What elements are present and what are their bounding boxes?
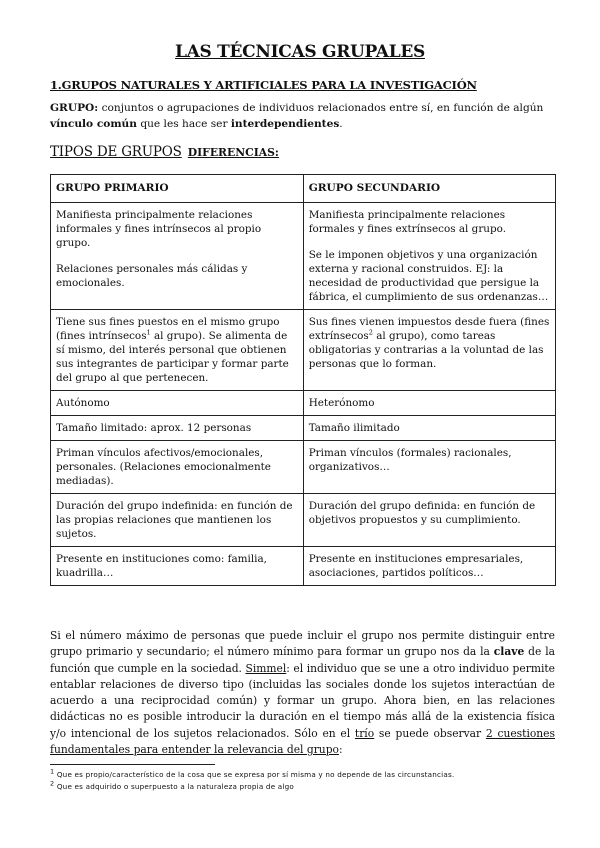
paragraph-text: Si el número máximo de personas que puede incluir el grupo nos permite distinguir entre grupo primario y secundario; el número mínimo para formar un grupo nos da la xyxy=(50,629,555,659)
cell-text: Relaciones personales más cálidas y emocionales. xyxy=(56,263,248,289)
cell-text: Tiene sus fines puestos en el mismo grupo (fines intrínsecos xyxy=(56,316,280,342)
table-cell: Tamaño limitado: aprox. 12 personas xyxy=(51,416,304,441)
definition-text: . xyxy=(339,118,343,130)
paragraph-bold: clave xyxy=(493,645,525,659)
table-cell: Duración del grupo indefinida: en función de las propias relaciones que mantienen los sujetos. xyxy=(51,494,304,547)
table-row xyxy=(51,310,556,391)
paragraph-text: : xyxy=(338,743,343,757)
table-cell: Priman vínculos (formales) racionales, organizativos… xyxy=(303,441,555,494)
definition-text: conjuntos o agrupaciones de individuos relacionados entre sí, en función de algún xyxy=(98,102,544,114)
definition-label: GRUPO: xyxy=(50,102,99,114)
table-cell: Tamaño ilimitado xyxy=(303,416,555,441)
footnote xyxy=(50,767,455,779)
table-cell xyxy=(51,310,304,391)
table-cell: Heterónomo xyxy=(303,391,555,416)
table-row xyxy=(51,203,556,310)
types-subtitle: DIFERENCIAS: xyxy=(187,146,279,159)
table-row xyxy=(51,416,556,441)
types-title: TIPOS DE GRUPOS xyxy=(50,144,182,160)
footnote-ref: 1 xyxy=(146,328,151,337)
table-row xyxy=(51,547,556,586)
table-cell xyxy=(303,203,555,310)
table-row xyxy=(51,391,556,416)
footnote-text: Que es propio/característico de la cosa que se expresa por sí misma y no depende de las circunstancias. xyxy=(54,770,455,779)
cell-text: Se le imponen objetivos y una organización externa y racional construidos. EJ: la necesidad de productividad que persigue la fábrica, el cumplimiento de sus ordenanzas… xyxy=(308,249,549,303)
footnote-mark: 2 xyxy=(50,779,55,788)
definition-bold-term: vínculo común xyxy=(50,118,137,130)
table-cell: Priman vínculos afectivos/emocionales, personales. (Relaciones emocionalmente mediadas). xyxy=(51,441,304,494)
paragraph-text: de la función que cumple en la sociedad. xyxy=(50,645,555,675)
cell-text: Manifiesta principalmente relaciones informales y fines intrínsecos al propio grupo. xyxy=(56,209,262,249)
footnote-ref: 2 xyxy=(368,328,373,337)
table-cell xyxy=(303,310,555,391)
section-heading: 1.GRUPOS NATURALES Y ARTIFICIALES PARA LA INVESTIGACIÓN xyxy=(50,78,477,92)
footnote-divider xyxy=(50,764,215,765)
table-cell: Presente en instituciones como: familia, kuadrilla… xyxy=(51,547,304,586)
cell-text: al grupo). Se alimenta de sí mismo, del interés personal que obtienen sus integrantes de participar y formar parte del grupo al que pertenecen. xyxy=(56,330,289,384)
paragraph-underlined: trío xyxy=(354,726,375,740)
types-heading xyxy=(50,144,279,160)
footnote-text: Que es adquirido o superpuesto a la naturaleza propia de algo xyxy=(54,782,294,791)
definition-bold-term: interdependientes xyxy=(230,118,340,130)
footnote xyxy=(50,779,294,791)
footnote-mark: 1 xyxy=(50,767,55,776)
group-definition xyxy=(50,100,555,132)
definition-text: que les hace ser xyxy=(136,118,231,130)
comparison-table xyxy=(50,174,556,586)
table-row xyxy=(51,441,556,494)
paragraph-text: : el individuo que se une a otro individuo permite entablar relaciones de diverso tipo (incluidas las sociales donde los sujetos interactúan de acuerdo a una reciprocidad común) y formar un grupo. Ahora bien, en las relaciones didácticas no es posible introducir la duración en el tiempo más allá de la existencia física y/o intencional de los sujetos relacionados. Sólo en el xyxy=(50,661,555,740)
cell-text: Manifiesta principalmente relaciones formales y fines extrínsecos al grupo. xyxy=(308,209,507,235)
header-primary-group: GRUPO PRIMARIO xyxy=(51,175,304,203)
header-secondary-group: GRUPO SECUNDARIO xyxy=(303,175,555,203)
table-row xyxy=(51,494,556,547)
document-title: LAS TÉCNICAS GRUPALES xyxy=(175,42,425,62)
table-cell xyxy=(51,203,304,310)
table-cell: Autónomo xyxy=(51,391,304,416)
paragraph-underlined: 2 cuestiones fundamentales para entender la relevancia del grupo xyxy=(50,726,555,757)
cell-text: Sus fines vienen impuestos desde fuera (fines extrínsecos xyxy=(308,316,550,342)
table-cell: Presente en instituciones empresariales, asociaciones, partidos políticos… xyxy=(303,547,555,586)
paragraph-text: se puede observar xyxy=(374,726,486,740)
cell-text: al grupo), como tareas obligatorias y contrarias a la voluntad de las personas que lo forman. xyxy=(308,330,544,370)
body-paragraph xyxy=(50,628,555,758)
table-header-row xyxy=(51,175,556,203)
table-cell: Duración del grupo definida: en función de objetivos propuestos y su cumplimiento. xyxy=(303,494,555,547)
paragraph-underlined: Simmel xyxy=(245,661,287,675)
